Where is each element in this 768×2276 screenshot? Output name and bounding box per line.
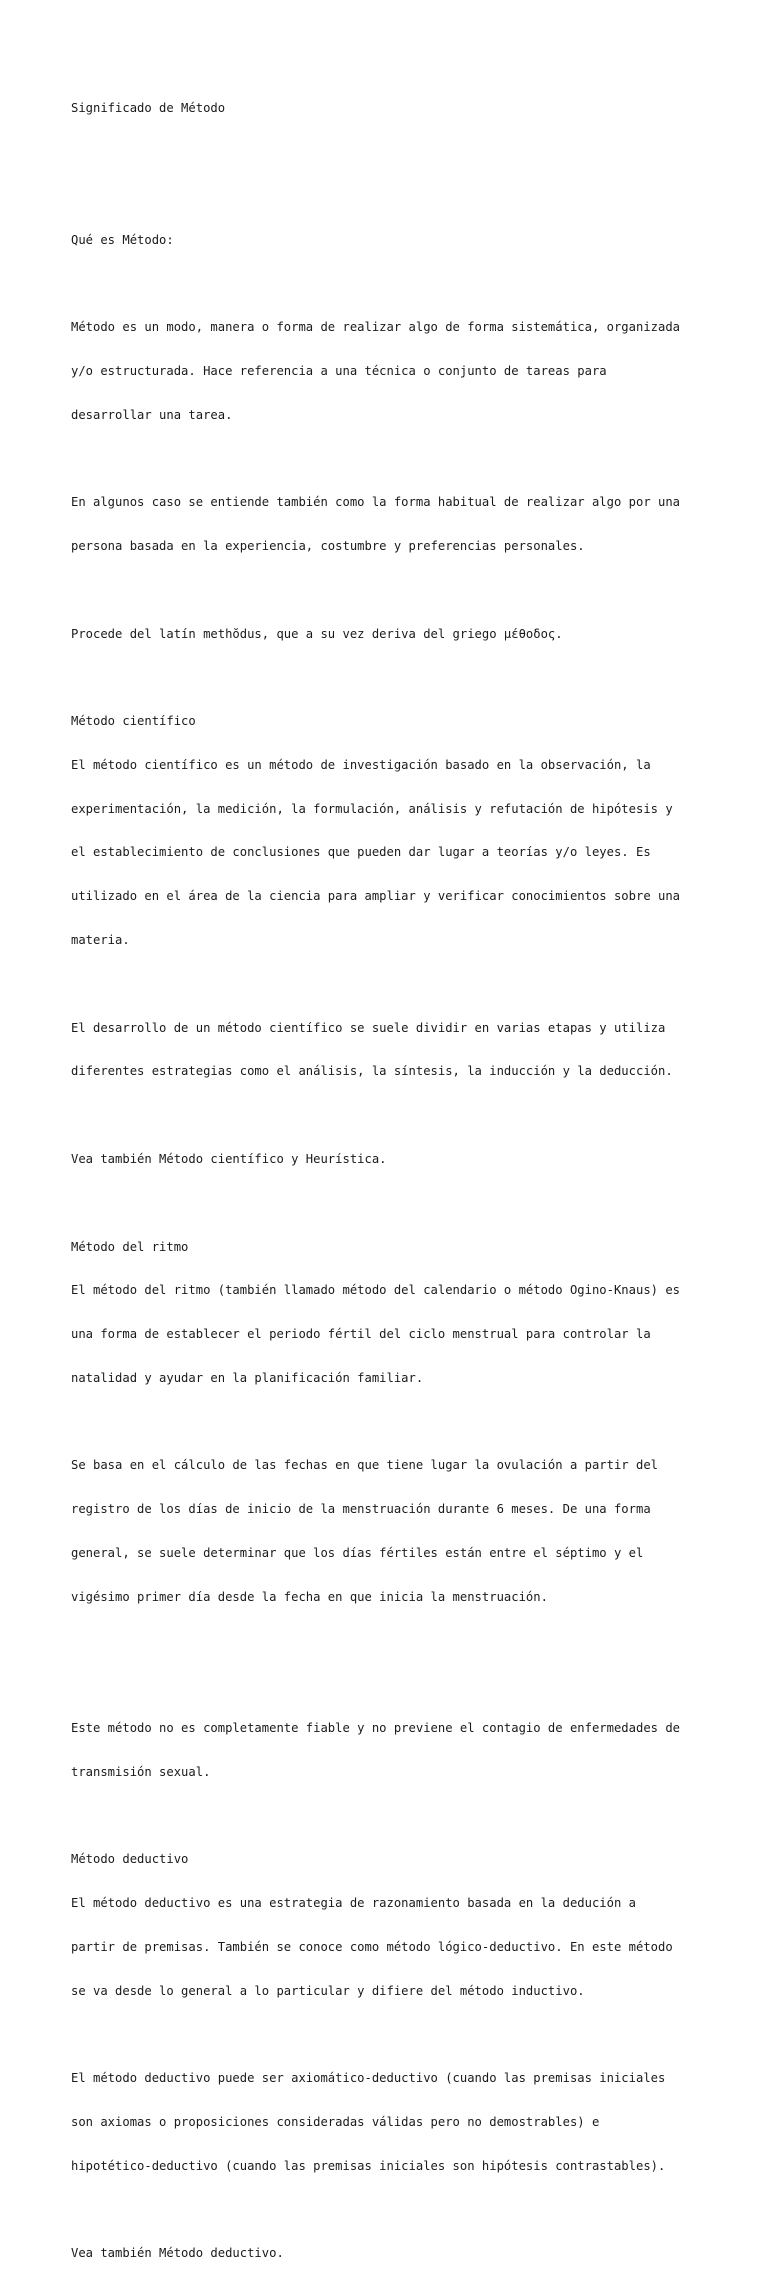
paragraph-line: desarrollar una tarea. [71,407,233,422]
paragraph-line: El método deductivo puede ser axiomático-deductivo (cuando las premisas iniciales [71,2071,666,2086]
paragraph-line: son axiomas o proposiciones consideradas válidas pero no demostrables) e [71,2115,600,2130]
section-title-metodo-del-ritmo: Método del ritmo [71,1239,189,1254]
paragraph-line: En algunos caso se entiende también como la forma habitual de realizar algo por una [71,495,681,510]
paragraph-line: El método deductivo es una estrategia de razonamiento basada en la dedución a [71,1896,636,1911]
paragraph-line: materia. [71,933,130,948]
paragraph-line: partir de premisas. También se conoce como método lógico-deductivo. En este método [71,1940,673,1954]
paragraph-line: Este método no es completamente fiable y no previene el contagio de enfermedades de [71,1721,681,1736]
paragraph-line: general, se suele determinar que los días fértiles están entre el séptimo y el [71,1545,644,1560]
paragraph-line: El desarrollo de un método científico se suele dividir en varias etapas y utiliza [71,1020,666,1035]
document-page [71,72,711,2276]
paragraph-line: El método del ritmo (también llamado método del calendario o método Ogino-Knaus) es [71,1283,681,1298]
section-title-metodo-deductivo: Método deductivo [71,1852,189,1867]
paragraph-line: El método científico es un método de investigación basado en la observación, la [71,757,651,772]
paragraph-line: natalidad y ayudar en la planificación familiar. [71,1370,424,1385]
paragraph-line: persona basada en la experiencia, costumbre y preferencias personales. [71,539,585,553]
section-title-metodo-cientifico: Método científico [71,714,196,729]
paragraph-line: una forma de establecer el periodo fértil del ciclo menstrual para controlar la [71,1327,651,1342]
paragraph-line: registro de los días de inicio de la menstruación durante 6 meses. De una forma [71,1502,651,1517]
paragraph-line: experimentación, la medición, la formulación, análisis y refutación de hipótesis y [71,801,673,816]
paragraph-line: se va desde lo general a lo particular y difiere del método inductivo. [71,1983,585,1998]
paragraph-line: hipotético-deductivo (cuando las premisas iniciales son hipótesis contrastables). [71,2158,666,2173]
paragraph-line: Método es un modo, manera o forma de realizar algo de forma sistemática, organizada [71,320,681,335]
section-heading: Qué es Método: [71,232,174,247]
paragraph-line: Procede del latín methŏdus, que a su vez deriva del griego μέθοδος. [71,626,563,641]
paragraph-line: diferentes estrategias como el análisis, la síntesis, la inducción y la deducción. [71,1064,673,1079]
document-title: Significado de Método [71,101,226,116]
paragraph-line: Se basa en el cálculo de las fechas en que tiene lugar la ovulación a partir del [71,1458,658,1473]
see-also-line: Vea también Método científico y Heurística. [71,1151,387,1166]
paragraph-line: y/o estructurada. Hace referencia a una técnica o conjunto de tareas para [71,363,607,378]
paragraph-line: el establecimiento de conclusiones que pueden dar lugar a teorías y/o leyes. Es [71,845,651,860]
paragraph-line: transmisión sexual. [71,1764,211,1779]
paragraph-line: utilizado en el área de la ciencia para ampliar y verificar conocimientos sobre una [71,889,681,904]
see-also-line: Vea también Método deductivo. [71,2246,284,2261]
paragraph-line: vigésimo primer día desde la fecha en que inicia la menstruación. [71,1589,548,1604]
